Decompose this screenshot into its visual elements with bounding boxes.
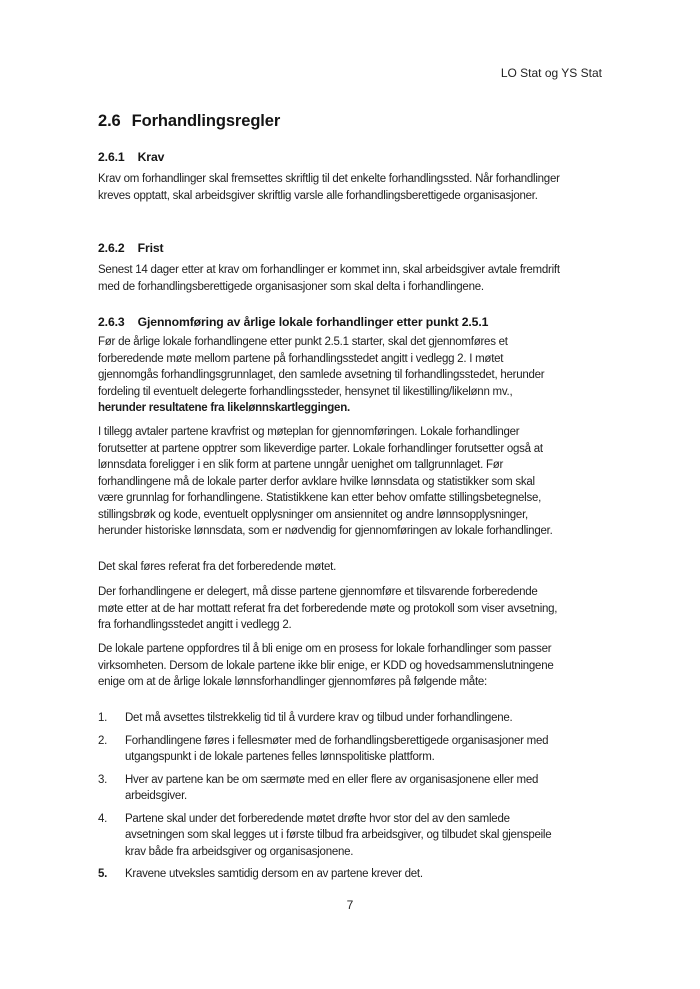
subsection-label-263: Gjennomføring av årlige lokale forhandlinger etter punkt 2.5.1 [137, 315, 489, 329]
paragraph-forberedende-normal: Før de årlige lokale forhandlingene etter punkt 2.5.1 starter, skal det gjennomføres et forberedende møte mellom partene på forhandlingsstedet angitt i vedlegg 2. I møtet gjennomgås forhandlingsgrunnlaget, den samlede avsetning til forhandlingsstedet, herunder fordeling til eventuelt delegerte forhandlingssteder, hensynet til likestilling/likelønn mv., [98, 336, 545, 398]
list-item-number: 5. [98, 868, 108, 880]
list-item-number: 3. [98, 773, 108, 786]
paragraph-prosess: De lokale partene oppfordres til å bli enige om en prosess for lokale forhandlinger som passer virksomheten. Dersom de lokale partene ikke blir enige, er KDD og hovedsammenslutningene enige om at de årlige lokale lønnsforhandlinger gjennomføres på følgende måte: [98, 643, 554, 688]
subsection-number-261: 2.6.1 [98, 150, 125, 164]
paragraph-forberedende-bold: herunder resultatene fra likelønnskartleggingen. [98, 402, 350, 414]
page-number: 7 [346, 898, 354, 912]
paragraph-kravfrist-moteplan: I tillegg avtaler partene kravfrist og møteplan for gjennomføringen. Lokale forhandlinger forutsetter at partene opptrer som likeverdige parter. Lokale forhandlinger forutsetter også at lønnsdata foreligger i en slik form at partene unngår uenighet om tallgrunnlaget. Før forhandlingene må de lokale parter derfor avklare hvilke lønnsdata og statistikker som skal være grunnlag for forhandlingene. Statistikkene kan etter behov omfatte stillingsbetegnelse, stillingsbrøk og kode, eventuelt opplysninger om ansiennitet og andre lønnsopplysninger, herunder historiske lønnsdata, som er nødvendig for gjennomføringen av lokale forhandlinger. [98, 426, 553, 537]
list-item [98, 866, 560, 883]
list-item-number: 1. [98, 712, 108, 724]
list-item [98, 772, 560, 805]
subsection-heading-263 [98, 315, 560, 329]
subsection-heading-262 [98, 241, 560, 255]
page-footer [0, 898, 700, 912]
header-text: LO Stat og YS Stat [500, 66, 602, 80]
list-item-text: Partene skal under det forberedende møtet drøfte hvor stor del av den samlede avsetningen som skal legges ut i første tilbud fra arbeidsgiver, og tilbudet skal gjenspeile krav både fra arbeidsgiver og organisasjonene. [125, 812, 552, 858]
list-item-text: Forhandlingene føres i fellesmøter med de forhandlingsberettigede organisasjoner med utgangspunkt i de lokale partenes felles lønnspolitiske plattform. [125, 734, 549, 763]
list-item [98, 733, 560, 766]
subsection-heading-261 [98, 150, 560, 164]
section-title [98, 112, 560, 131]
list-item-number: 4. [98, 812, 108, 825]
paragraph-referat: Det skal føres referat fra det forberedende møtet. [98, 561, 337, 573]
list-item-text: Kravene utveksles samtidig dersom en av partene krever det. [125, 868, 423, 880]
paragraph-frist: Senest 14 dager etter at krav om forhandlinger er kommet inn, skal arbeidsgiver avtale fremdrift med de forhandlingsberettigede organisasjoner som skal delta i forhandlingene. [98, 264, 560, 293]
section-title-number: 2.6 [98, 112, 121, 130]
paragraph-delegert: Der forhandlingene er delegert, må disse partene gjennomføre et tilsvarende forberedende møte etter at de har mottatt referat fra det forberedende møte og protokoll som viser avsetning, fra forhandlingsstedet angitt i vedlegg 2. [98, 586, 558, 631]
subsection-label-262: Frist [137, 241, 164, 255]
list-item-number: 2. [98, 734, 108, 747]
paragraph-krav: Krav om forhandlinger skal fremsettes skriftlig til det enkelte forhandlingssted. Når forhandlinger kreves opptatt, skal arbeidsgiver skriftlig varsle alle forhandlingsberettigede organisasjoner. [98, 173, 560, 202]
list-item-text: Hver av partene kan be om særmøte med en eller flere av organisasjonene eller med arbeidsgiver. [125, 773, 539, 802]
subsection-number-262: 2.6.2 [98, 241, 125, 255]
list-item-text: Det må avsettes tilstrekkelig tid til å vurdere krav og tilbud under forhandlingene. [125, 712, 513, 724]
subsection-label-261: Krav [137, 150, 165, 164]
numbered-list [98, 710, 560, 889]
page-header-right [501, 66, 602, 80]
list-item [98, 811, 560, 861]
paragraph-forberedende-mote [98, 334, 560, 417]
subsection-number-263: 2.6.3 [98, 315, 125, 329]
section-title-text: Forhandlingsregler [131, 112, 281, 130]
list-item [98, 710, 560, 727]
